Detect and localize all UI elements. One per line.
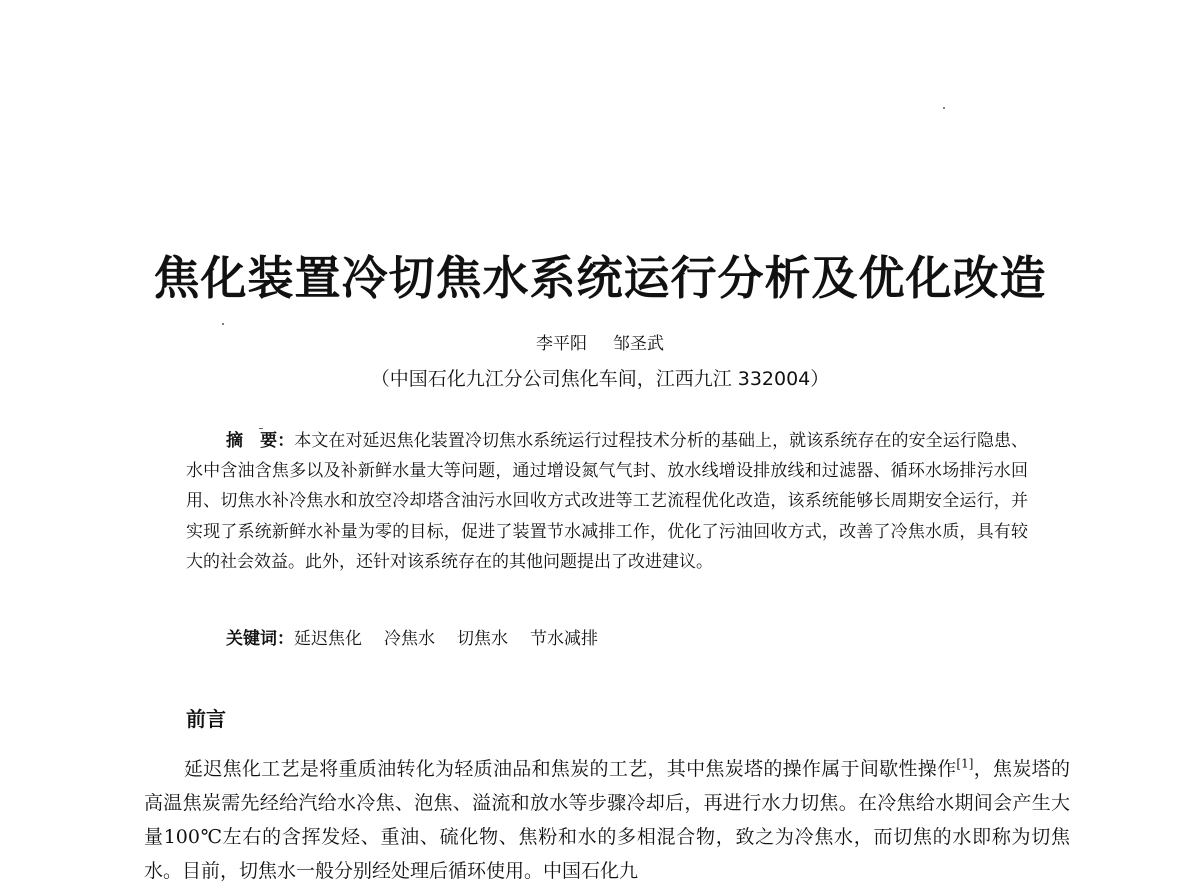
citation-marker: [1] [956, 756, 974, 771]
body-text-part: ，焦炭塔的高温焦炭需先经给汽给水冷焦、泡焦、溢流和放水等步骤冷却后，再进行水力切焦。在冷焦给水期间会产生大量100℃左右的含挥发烃、重油、硫化物、焦粉和水的多相混合物，致之为冷焦水，而切焦的水即称为切焦水。目前，切焦水一般分别经处理后循环使用。中国石化九 [144, 758, 1070, 882]
keyword: 节水减排 [530, 629, 598, 649]
abstract-block [186, 426, 1028, 577]
author-list [0, 331, 1200, 357]
abstract-text: 本文在对延迟焦化装置冷切焦水系统运行过程技术分析的基础上，就该系统存在的安全运行隐患、水中含油含焦多以及补新鲜水量大等问题，通过增设氮气气封、放水线增设排放线和过滤器、循环水场排污水回用、切焦水补冷焦水和放空冷却塔含油污水回收方式改进等工艺流程优化改造，该系统能够长周期安全运行，并实现了系统新鲜水补量为零的目标，促进了装置节水减排工作，优化了污油回收方式，改善了冷焦水质，具有较大的社会效益。此外，还针对该系统存在的其他问题提出了改进建议。 [186, 431, 1029, 572]
author-affiliation: （中国石化九江分公司焦化车间，江西九江 332004） [370, 368, 830, 390]
paper-title: 焦化装置冷切焦水系统运行分析及优化改造 [153, 251, 1047, 305]
keyword: 冷焦水 [384, 629, 435, 649]
section-body [144, 752, 1070, 888]
scan-speck [222, 323, 224, 325]
keyword: 切焦水 [457, 629, 508, 649]
abstract-label: 摘 要： [226, 431, 295, 451]
section-heading: 前言 [186, 707, 226, 731]
keyword: 延迟焦化 [294, 629, 362, 649]
author-name: 邹圣武 [613, 334, 664, 354]
keywords-label: 关键词： [226, 629, 294, 649]
keywords-line [226, 624, 1026, 654]
scan-speck [943, 107, 945, 109]
body-text-part: 延迟焦化工艺是将重质油转化为轻质油品和焦炭的工艺，其中焦炭塔的操作属于间歇性操作 [184, 758, 957, 780]
author-name: 李平阳 [536, 334, 587, 354]
